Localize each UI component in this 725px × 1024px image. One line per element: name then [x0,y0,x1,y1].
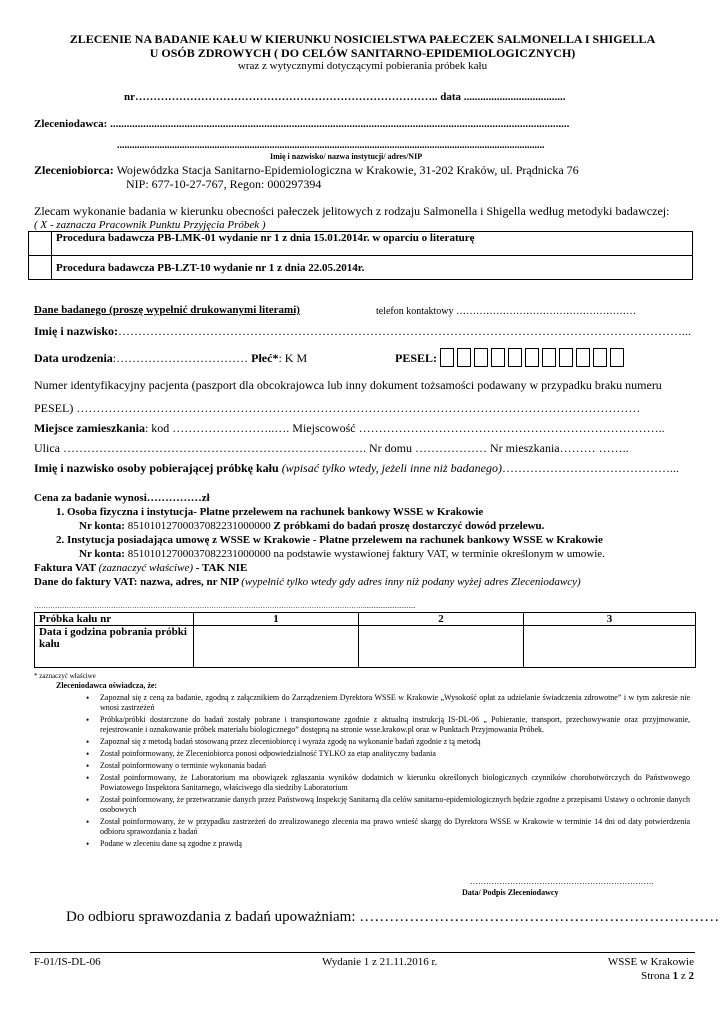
vat-data-field[interactable]: …………………………………………………………………………………………………………………………….............................. [34,602,416,610]
zleceniobiorca-ids: NIP: 677-10-27-767, Regon: 000297394 [126,177,322,191]
declaration-item: • Zapoznał się z metodą badań stosowaną przez zleceniobiorcę i wyraża zgodę na wykonanie badań zgodnie z tą metodą [100,737,690,747]
residence-label: Miejsce zamieszkania [34,421,145,435]
sample-cell[interactable] [359,626,524,668]
collector-row [34,461,694,476]
form-title-line1: ZLECENIE NA BADANIE KAŁU W KIERUNKU NOSICIELSTWA PAŁECZEK SALMONELLA I SHIGELLA [69,32,656,46]
declaration-item: • Został poinformowany, że Zleceniobiorca ponosi odpowiedzialność TYLKO za etap analityczny badania [100,749,690,759]
page-sep: z [678,970,689,982]
pesel-digit-box[interactable] [491,348,505,367]
declarations-list [62,693,690,851]
account-label: Nr konta: [79,548,125,560]
declaration-item: • Zapoznał się z ceną za badanie, zgodną z załącznikiem do Zarządzeniem Dyrektora WSSE w Krakowie „Wysokość opłat za udzielanie świadczenia zdrowotne” i w tym zakresie nie wnosi zastrzeżeń [100,693,690,713]
declaration-item: • Został poinformowany, że Laboratorium ma obowiązek zgłaszania wyników dodatnich w kierunku określonych biologicznych czynników chorobotwórczych do Państwowego Powiatowego Inspektora Sanitarnego, właściwego dla siedziby Laboratorium [100,773,690,793]
sample-row-label: Data i godzina pobrania próbki kału [35,626,194,668]
footer-divider [30,952,695,953]
pesel-digit-box[interactable] [559,348,573,367]
payment-option-1-account [79,520,544,532]
sample-table-row [35,626,696,668]
zleceniobiorca-label: Zleceniobiorca: [34,163,114,177]
patient-header: Dane badanego (proszę wypełnić drukowanymi literami) [34,304,300,316]
vat-label: Faktura VAT [34,562,99,574]
declaration-item: • Został poinformowany, że w przypadku zastrzeżeń do zrealizowanego zlecenia ma prawo wnieść skargę do Dyrektora WSSE w Krakowie w terminie 14 dni od daty potwierdzenia odbioru sprawozdania z badań [100,817,690,837]
sample-col-header: 2 [359,613,524,626]
footer-org: WSSE w Krakowie [607,956,694,968]
pesel-digit-box[interactable] [576,348,590,367]
vat-row [34,562,247,574]
street-field[interactable]: Ulica …………………………………………………………………. Nr domu ……………… Nr mieszkania……… …….. [34,441,629,455]
pesel-digit-box[interactable] [440,348,454,367]
birth-field[interactable]: :…………………………… [112,351,249,365]
page-total: 2 [688,970,694,982]
pesel-digit-box[interactable] [525,348,539,367]
collector-label: Imię i nazwisko osoby pobierającej próbkę kału [34,461,279,475]
name-row [34,324,694,339]
pesel-digit-box[interactable] [474,348,488,367]
declaration-item: • Został poinformowany o terminie wykonania badań [100,761,690,771]
order-number-date-field[interactable]: nr……………………………………………………………………….. data ..................................... [124,91,566,103]
vat-data-row [34,576,581,588]
sex-label: Płeć* [251,351,279,365]
sample-cell[interactable] [524,626,696,668]
page-prefix: Strona [641,970,673,982]
id-field[interactable]: PESEL) …………………………………………………………………………………………………………………………… [34,401,641,415]
sample-table [34,612,696,668]
payment-option-2: 2. Instytucja posiadająca umowę z WSSE w Krakowie - Płatne przelewem na rachunek bankowy WSSE w Krakowie [56,534,603,546]
zleceniodawca-field[interactable]: Zleceniodawca: ....................................................................................................................................................................... [34,118,570,130]
request-note: ( X - zaznacza Pracownik Punktu Przyjęcia Próbek ) [34,219,266,231]
residence-row [34,421,694,436]
pesel-label: PESEL: [395,351,438,365]
procedure-checkbox[interactable] [29,232,52,256]
price-label: Cena za badanie wynosi……………zł [34,492,210,504]
declarations-title: Zleceniodawca oświadcza, że: [56,681,158,690]
collector-note: (wpisać tylko wtedy, jeżeli inne niż badanego) [281,461,502,475]
zleceniobiorca-name: Wojewódzka Stacja Sanitarno-Epidemiologiczna w Krakowie, 31-202 Kraków, ul. Prądnicka 76 [116,163,579,177]
zleceniodawca-caption: Imię i nazwisko/ nazwa instytucji/ adres/NIP [270,152,423,161]
form-title-line2: U OSÓB ZDROWYCH ( DO CELÓW SANITARNO-EPIDEMIOLOGICZNYCH) [149,46,576,60]
payment-option-1: 1. Osoba fizyczna i instytucja- Płatne przelewem na rachunek bankowy WSSE w Krakowie [56,506,484,518]
name-label: Imię i nazwisko: [34,324,118,338]
id-text: Numer identyfikacyjny pacjenta (paszport dla obcokrajowca lub inny dokument tożsamości podawany w przypadku braku numeru [34,378,662,392]
sample-cell[interactable] [194,626,359,668]
account-number: 85101012700037082231000000 [124,520,274,532]
payment-option-2-account [79,548,605,560]
zleceniodawca-field-line2[interactable]: ........................................................................................................................................................................... [117,140,545,151]
pesel-digit-box[interactable] [508,348,522,367]
sample-table-header [35,613,696,626]
procedure-checkbox[interactable] [29,256,52,280]
signature-field[interactable]: …………………………………………………………… [470,877,654,886]
vat-data-label: Dane do faktury VAT: nazwa, adres, nr NIP [34,576,242,588]
page-current: 1 [672,970,679,982]
procedure-row [29,256,693,280]
procedure-table [28,231,693,280]
birth-label: Data urodzenia [34,351,113,365]
footer-page [641,970,694,982]
footer-edition: Wydanie 1 z 21.11.2016 r. [322,956,438,968]
transfer-proof-note: Z próbkami do badań proszę dostarczyć dowód przelewu. [273,520,545,532]
signature-label: Data/ Podpis Zleceniodawcy [462,888,559,897]
account-label: Nr konta: [79,520,125,532]
procedure-label: Procedura badawcza PB-LZT-10 wydanie nr 1 z dnia 22.05.2014r. [52,256,693,280]
sex-options[interactable]: : K M [278,351,308,365]
sample-header-label: Próbka kału nr [35,613,194,626]
request-text: Zlecam wykonanie badania w kierunku obecności pałeczek jelitowych z rodzaju Salmonella i Shigella według metodyki badawczej: [34,204,670,218]
zleceniobiorca [34,163,579,178]
sample-col-header: 3 [524,613,696,626]
birth-row [34,351,307,366]
residence-field[interactable]: : kod ……………………..…. Miejscowość ………………………………………………………………….. [144,421,665,435]
form-subtitle: wraz z wytycznymi dotyczącymi pobierania próbek kału [237,60,488,72]
phone-field[interactable]: telefon kontaktowy ……………………………………………… [376,306,636,317]
procedure-label: Procedura badawcza PB-LMK-01 wydanie nr 1 z dnia 15.01.2014r. w oparciu o literaturę [52,232,693,256]
footer-form-code: F-01/IS-DL-06 [34,956,101,968]
vat-options[interactable]: - TAK NIE [193,562,248,574]
pesel-digit-box[interactable] [542,348,556,367]
pesel-digit-box[interactable] [610,348,624,367]
declaration-item: • Został poinformowany, że przetwarzanie danych przez Państwową Inspekcję Sanitarną dla celów sanitarno-epidemiologicznych będzie zgodne z przepisami Ustawy o ochronie danych osobowych [100,795,690,815]
authorization-field[interactable]: Do odbioru sprawozdania z badań upoważniam: ……………………………………………………………… [66,909,720,925]
vat-data-note: (wypełnić tylko wtedy gdy adres inny niż podany wyżej adres Zleceniodawcy) [241,576,581,588]
pesel-digit-box[interactable] [457,348,471,367]
account-number: 85101012700037082231000000 na podstawie wystawionej faktury VAT, w terminie określonym w umowie. [124,548,605,560]
sample-col-header: 1 [194,613,359,626]
declaration-item: • Podane w zleceniu dane są zgodne z prawdą [100,839,690,849]
pesel-boxes[interactable] [440,348,627,367]
declaration-item: • Próbka/próbki dostarczone do badań zostały pobrane i transportowane zgodnie z aktualną instrukcją IS-DL-06 „ Pobieranie, transport, przechowywanie oraz przyjmowanie, rejestrowanie i oznakowanie próbek materiału biologicznego” dostępną na stronie wsse.krakow.pl oraz w Punktach Przyjmowania Próbek. [100,715,690,735]
pesel-digit-box[interactable] [593,348,607,367]
footnote: * zaznaczyć właściwe [34,672,96,680]
name-field[interactable]: ……………………………………………………………………………………………………………………………... [118,324,691,338]
procedure-row [29,232,693,256]
collector-field[interactable]: ……………………………………... [501,461,679,475]
vat-note: (zaznaczyć właściwe) [98,562,193,574]
